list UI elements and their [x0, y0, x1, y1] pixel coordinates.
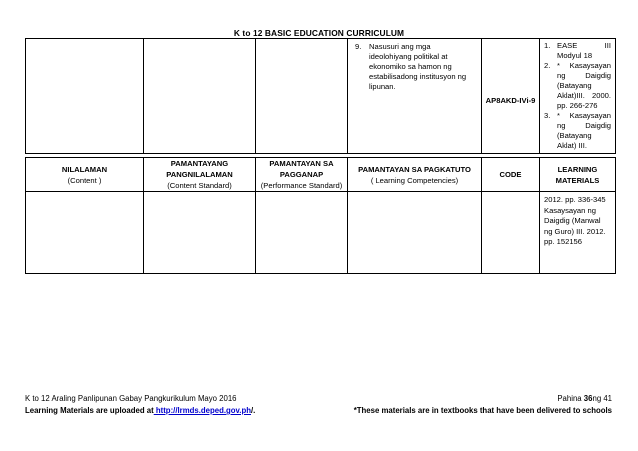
lrmds-link[interactable]: http://lrmds.deped.gov.ph — [153, 406, 251, 415]
code-cell — [482, 192, 540, 274]
material-number: 2. — [544, 61, 551, 70]
header-content-standard: PAMANTAYANG PANGNILALAMAN (Content Standard) — [144, 158, 256, 192]
footer-page-number: Pahina 36ng 41 — [557, 394, 612, 403]
materials-continuation: 2012. pp. 336-345 Kasaysayan ng Daigdig (Manwal ng Guro) III. 2012. pp. 152156 — [540, 192, 616, 274]
materials-list — [540, 39, 615, 153]
current-page: 36 — [583, 394, 593, 403]
header-learning-competencies: PAMANTAYAN SA PAGKATUTO ( Learning Competencies) — [348, 158, 482, 192]
footer-document-title: K to 12 Araling Panlipunan Gabay Pangkurikulum Mayo 2016 — [25, 394, 237, 403]
content-standard-cell — [144, 192, 256, 274]
header-performance-standard: PAMANTAYAN SA PAGGANAP (Performance Standard) — [256, 158, 348, 192]
header-code: CODE — [482, 158, 540, 192]
competency-code: AP8AKD-IVi-9 — [485, 95, 536, 105]
material-number: 1. — [544, 41, 551, 50]
header-learning-materials: LEARNING MATERIALS — [540, 158, 616, 192]
material-item — [544, 41, 611, 61]
materials-cell — [540, 39, 616, 154]
performance-standard-cell — [256, 39, 348, 154]
content-cell — [26, 39, 144, 154]
header-content: NILALAMAN (Content ) — [26, 158, 144, 192]
competency-cell — [348, 39, 482, 154]
material-number: 3. — [544, 111, 551, 120]
material-text: * Kasaysayan ng Daigdig (Batayang Aklat)III. 2000. pp. 266-276 — [557, 61, 611, 110]
material-item — [544, 111, 611, 151]
content-standard-cell — [144, 39, 256, 154]
page-title: K to 12 BASIC EDUCATION CURRICULUM — [233, 28, 405, 38]
content-cell — [26, 192, 144, 274]
footer-textbook-note: *These materials are in textbooks that have been delivered to schools — [353, 406, 612, 415]
material-text: * Kasaysayan ng Daigdig (Batayang Aklat) III. — [557, 111, 611, 150]
competency-cell — [348, 192, 482, 274]
curriculum-table-top — [25, 38, 616, 154]
competency-text: Nasusuri ang mga ideolohiyang politikal at ekonomiko sa hamon ng estabilisadong institusyon ng lipunan. — [369, 42, 467, 91]
material-item — [544, 61, 611, 111]
footer-upload-note: Learning Materials are uploaded at http://lrmds.deped.gov.ph/. — [25, 406, 256, 415]
code-cell — [482, 39, 540, 154]
material-text: EASE III Modyul 18 — [557, 41, 611, 60]
performance-standard-cell — [256, 192, 348, 274]
curriculum-table-main — [25, 157, 616, 274]
competency-number: 9. — [355, 42, 362, 51]
